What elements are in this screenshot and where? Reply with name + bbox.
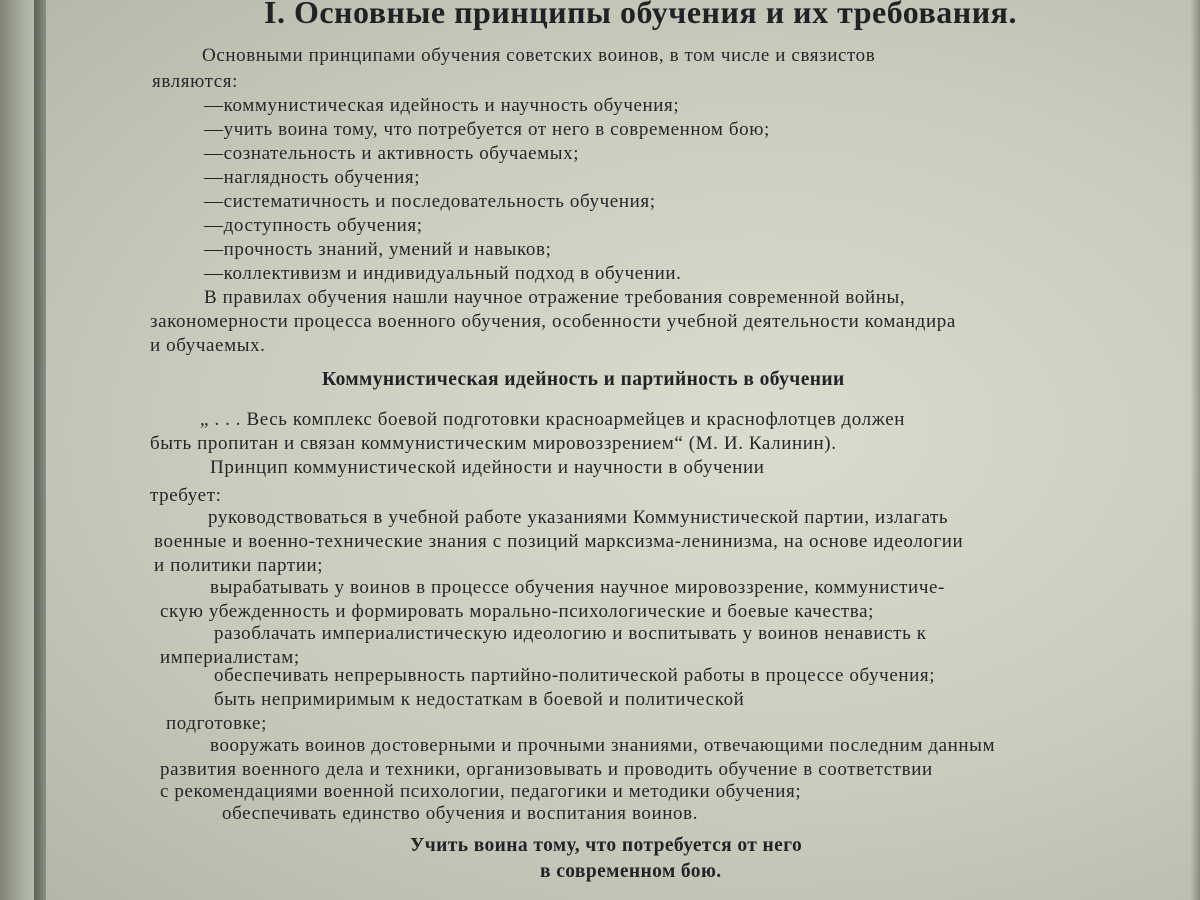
section-heading: Учить воина тому, что потребуется от него (410, 835, 803, 856)
principle-item: —доступность обучения; (204, 215, 423, 236)
intro-line: являются: (152, 71, 239, 92)
paragraph-line: требует: (150, 485, 222, 506)
requirement-line: империалистам; (160, 647, 300, 668)
page-title: I. Основные принципы обучения и их требования. (264, 0, 1017, 30)
book-fold (34, 0, 46, 900)
requirement-line: вырабатывать у воинов в процессе обучения научное мировоззрение, коммунистиче- (210, 577, 945, 598)
section-heading: Коммунистическая идейность и партийность в обучении (322, 369, 845, 390)
paragraph-line: Принцип коммунистической идейности и научности в обучении (210, 457, 765, 478)
quote-line: быть пропитан и связан коммунистическим мировоззрением“ (М. И. Калинин). (150, 433, 837, 454)
requirement-line: обеспечивать единство обучения и воспитания воинов. (222, 803, 699, 824)
requirement-line: быть непримиримым к недостаткам в боевой и политической (214, 689, 745, 710)
page-content (46, 0, 1200, 900)
requirement-line: обеспечивать непрерывность партийно-политической работы в процессе обучения; (214, 665, 936, 686)
principle-item: —коммунистическая идейность и научность обучения; (204, 95, 680, 116)
paragraph-line: и обучаемых. (150, 335, 266, 356)
section-heading: в современном бою. (540, 861, 722, 882)
requirement-line: вооружать воинов достоверными и прочными знаниями, отвечающими последним данным (210, 735, 996, 756)
principle-item: —коллективизм и индивидуальный подход в обучении. (204, 263, 682, 284)
principle-item: —прочность знаний, умений и навыков; (204, 239, 552, 260)
adjacent-page-edge (0, 0, 34, 900)
principle-item: —учить воина тому, что потребуется от него в современном бою; (204, 119, 770, 140)
requirement-line: руководствоваться в учебной работе указаниями Коммунистической партии, излагать (208, 507, 949, 528)
requirement-line: подготовке; (166, 713, 267, 734)
principle-item: —систематичность и последовательность обучения; (204, 191, 656, 212)
page-shadow (1190, 0, 1200, 900)
requirement-line: развития военного дела и техники, организовывать и проводить обучение в соответствии (160, 759, 933, 780)
intro-line: Основными принципами обучения советских воинов, в том числе и связистов (202, 45, 876, 66)
requirement-line: разоблачать империалистическую идеологию и воспитывать у воинов ненависть к (214, 623, 927, 644)
principle-item: —сознательность и активность обучаемых; (204, 143, 580, 164)
requirement-line: скую убежденность и формировать морально-психологические и боевые качества; (160, 601, 875, 622)
paragraph-line: В правилах обучения нашли научное отражение требования современной войны, (204, 287, 906, 308)
requirement-line: и политики партии; (154, 555, 324, 576)
quote-line: „ . . . Весь комплекс боевой подготовки красноармейцев и краснофлотцев должен (200, 409, 905, 430)
requirement-line: с рекомендациями военной психологии, педагогики и методики обучения; (160, 781, 802, 802)
document-page (46, 0, 1200, 900)
paragraph-line: закономерности процесса военного обучения, особенности учебной деятельности командира (150, 311, 956, 332)
requirement-line: военные и военно-технические знания с позиций марксизма-ленинизма, на основе идеологии (154, 531, 964, 552)
principle-item: —наглядность обучения; (204, 167, 421, 188)
